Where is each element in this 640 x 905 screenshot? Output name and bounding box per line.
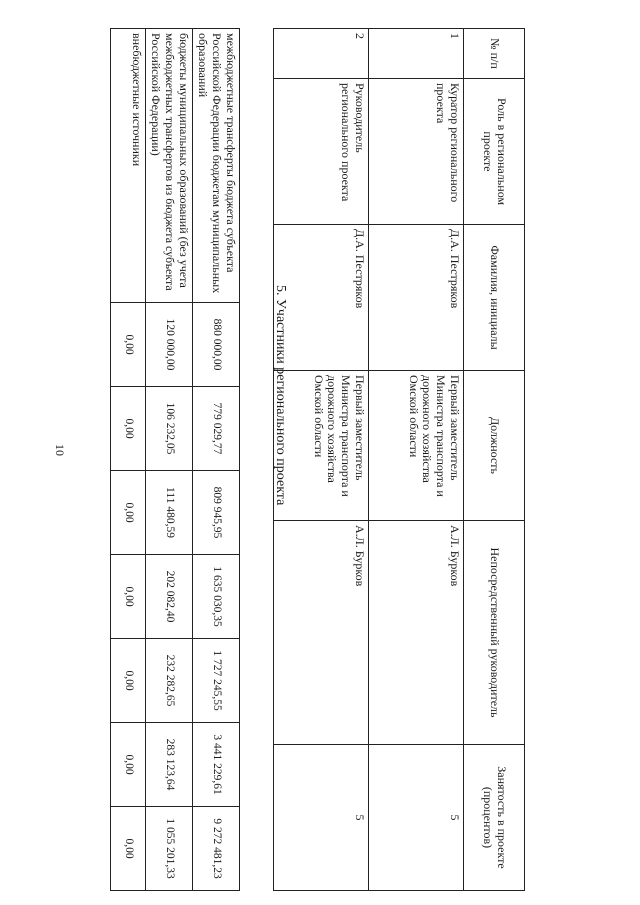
financing-value: 809 945,95: [193, 471, 240, 555]
header-manager: Непосредственный руководитель: [464, 521, 525, 745]
row-position: Первый заместитель Министра транспорта и дорожного хозяйства Омской области: [369, 371, 464, 521]
row-manager: А.Л. Бурков: [369, 521, 464, 745]
header-load: Занятость в проекте (процентов): [464, 745, 525, 891]
financing-value: 120 000,00: [146, 303, 193, 387]
financing-total: 0,00: [111, 807, 146, 891]
row-role: Руководитель регионального проекта: [274, 79, 369, 225]
financing-table: [110, 28, 240, 891]
financing-total: 9 272 481,23: [193, 807, 240, 891]
financing-value: 106 232,05: [146, 387, 193, 471]
financing-value: 0,00: [111, 303, 146, 387]
financing-value: 0,00: [111, 471, 146, 555]
financing-value: 232 282,65: [146, 639, 193, 723]
participants-table: [273, 28, 525, 891]
financing-value: 0,00: [111, 387, 146, 471]
financing-value: 779 029,77: [193, 387, 240, 471]
financing-source-name: межбюджетные трансферты бюджета субъекта Российской Федерации бюджетам муниципальных образований: [193, 29, 240, 303]
row-role: Куратор регионального проекта: [369, 79, 464, 225]
table-row: [274, 29, 369, 891]
section-title: 5. Участники регионального проекта: [273, 285, 288, 506]
row-position: Первый заместитель Министра транспорта и дорожного хозяйства Омской области: [274, 371, 369, 521]
header-role: Роль в региональном проекте: [464, 79, 525, 225]
table-header-row: [464, 29, 525, 891]
financing-value: 0,00: [111, 723, 146, 807]
header-position: Должность: [464, 371, 525, 521]
financing-value: 202 082,40: [146, 555, 193, 639]
row-load: 5: [274, 745, 369, 891]
financing-value: 283 123,64: [146, 723, 193, 807]
financing-value: 1 727 245,55: [193, 639, 240, 723]
financing-source-name: внебюджетные источники: [111, 29, 146, 303]
header-name: Фамилия, инициалы: [464, 225, 525, 371]
row-num: 2: [274, 29, 369, 79]
financing-value: 1 635 030,35: [193, 555, 240, 639]
row-num: 1: [369, 29, 464, 79]
table-row: [146, 29, 193, 891]
financing-source-name: бюджеты муниципальных образований (без учета межбюджетных трансфертов из бюджета субъекта Российской Федерации): [146, 29, 193, 303]
financing-total: 1 055 201,33: [146, 807, 193, 891]
financing-value: 0,00: [111, 555, 146, 639]
financing-value: 880 000,00: [193, 303, 240, 387]
financing-value: 3 441 229,61: [193, 723, 240, 807]
table-row: [369, 29, 464, 891]
table-row: [111, 29, 146, 891]
financing-value: 111 480,59: [146, 471, 193, 555]
row-name: Д.А. Пестряков: [369, 225, 464, 371]
header-num: № п/п: [464, 29, 525, 79]
table-row: [193, 29, 240, 891]
financing-value: 0,00: [111, 639, 146, 723]
row-load: 5: [369, 745, 464, 891]
row-manager: А.Л. Бурков: [274, 521, 369, 745]
row-name: Д.А. Пестряков: [274, 225, 369, 371]
page-number: 10: [53, 444, 67, 456]
